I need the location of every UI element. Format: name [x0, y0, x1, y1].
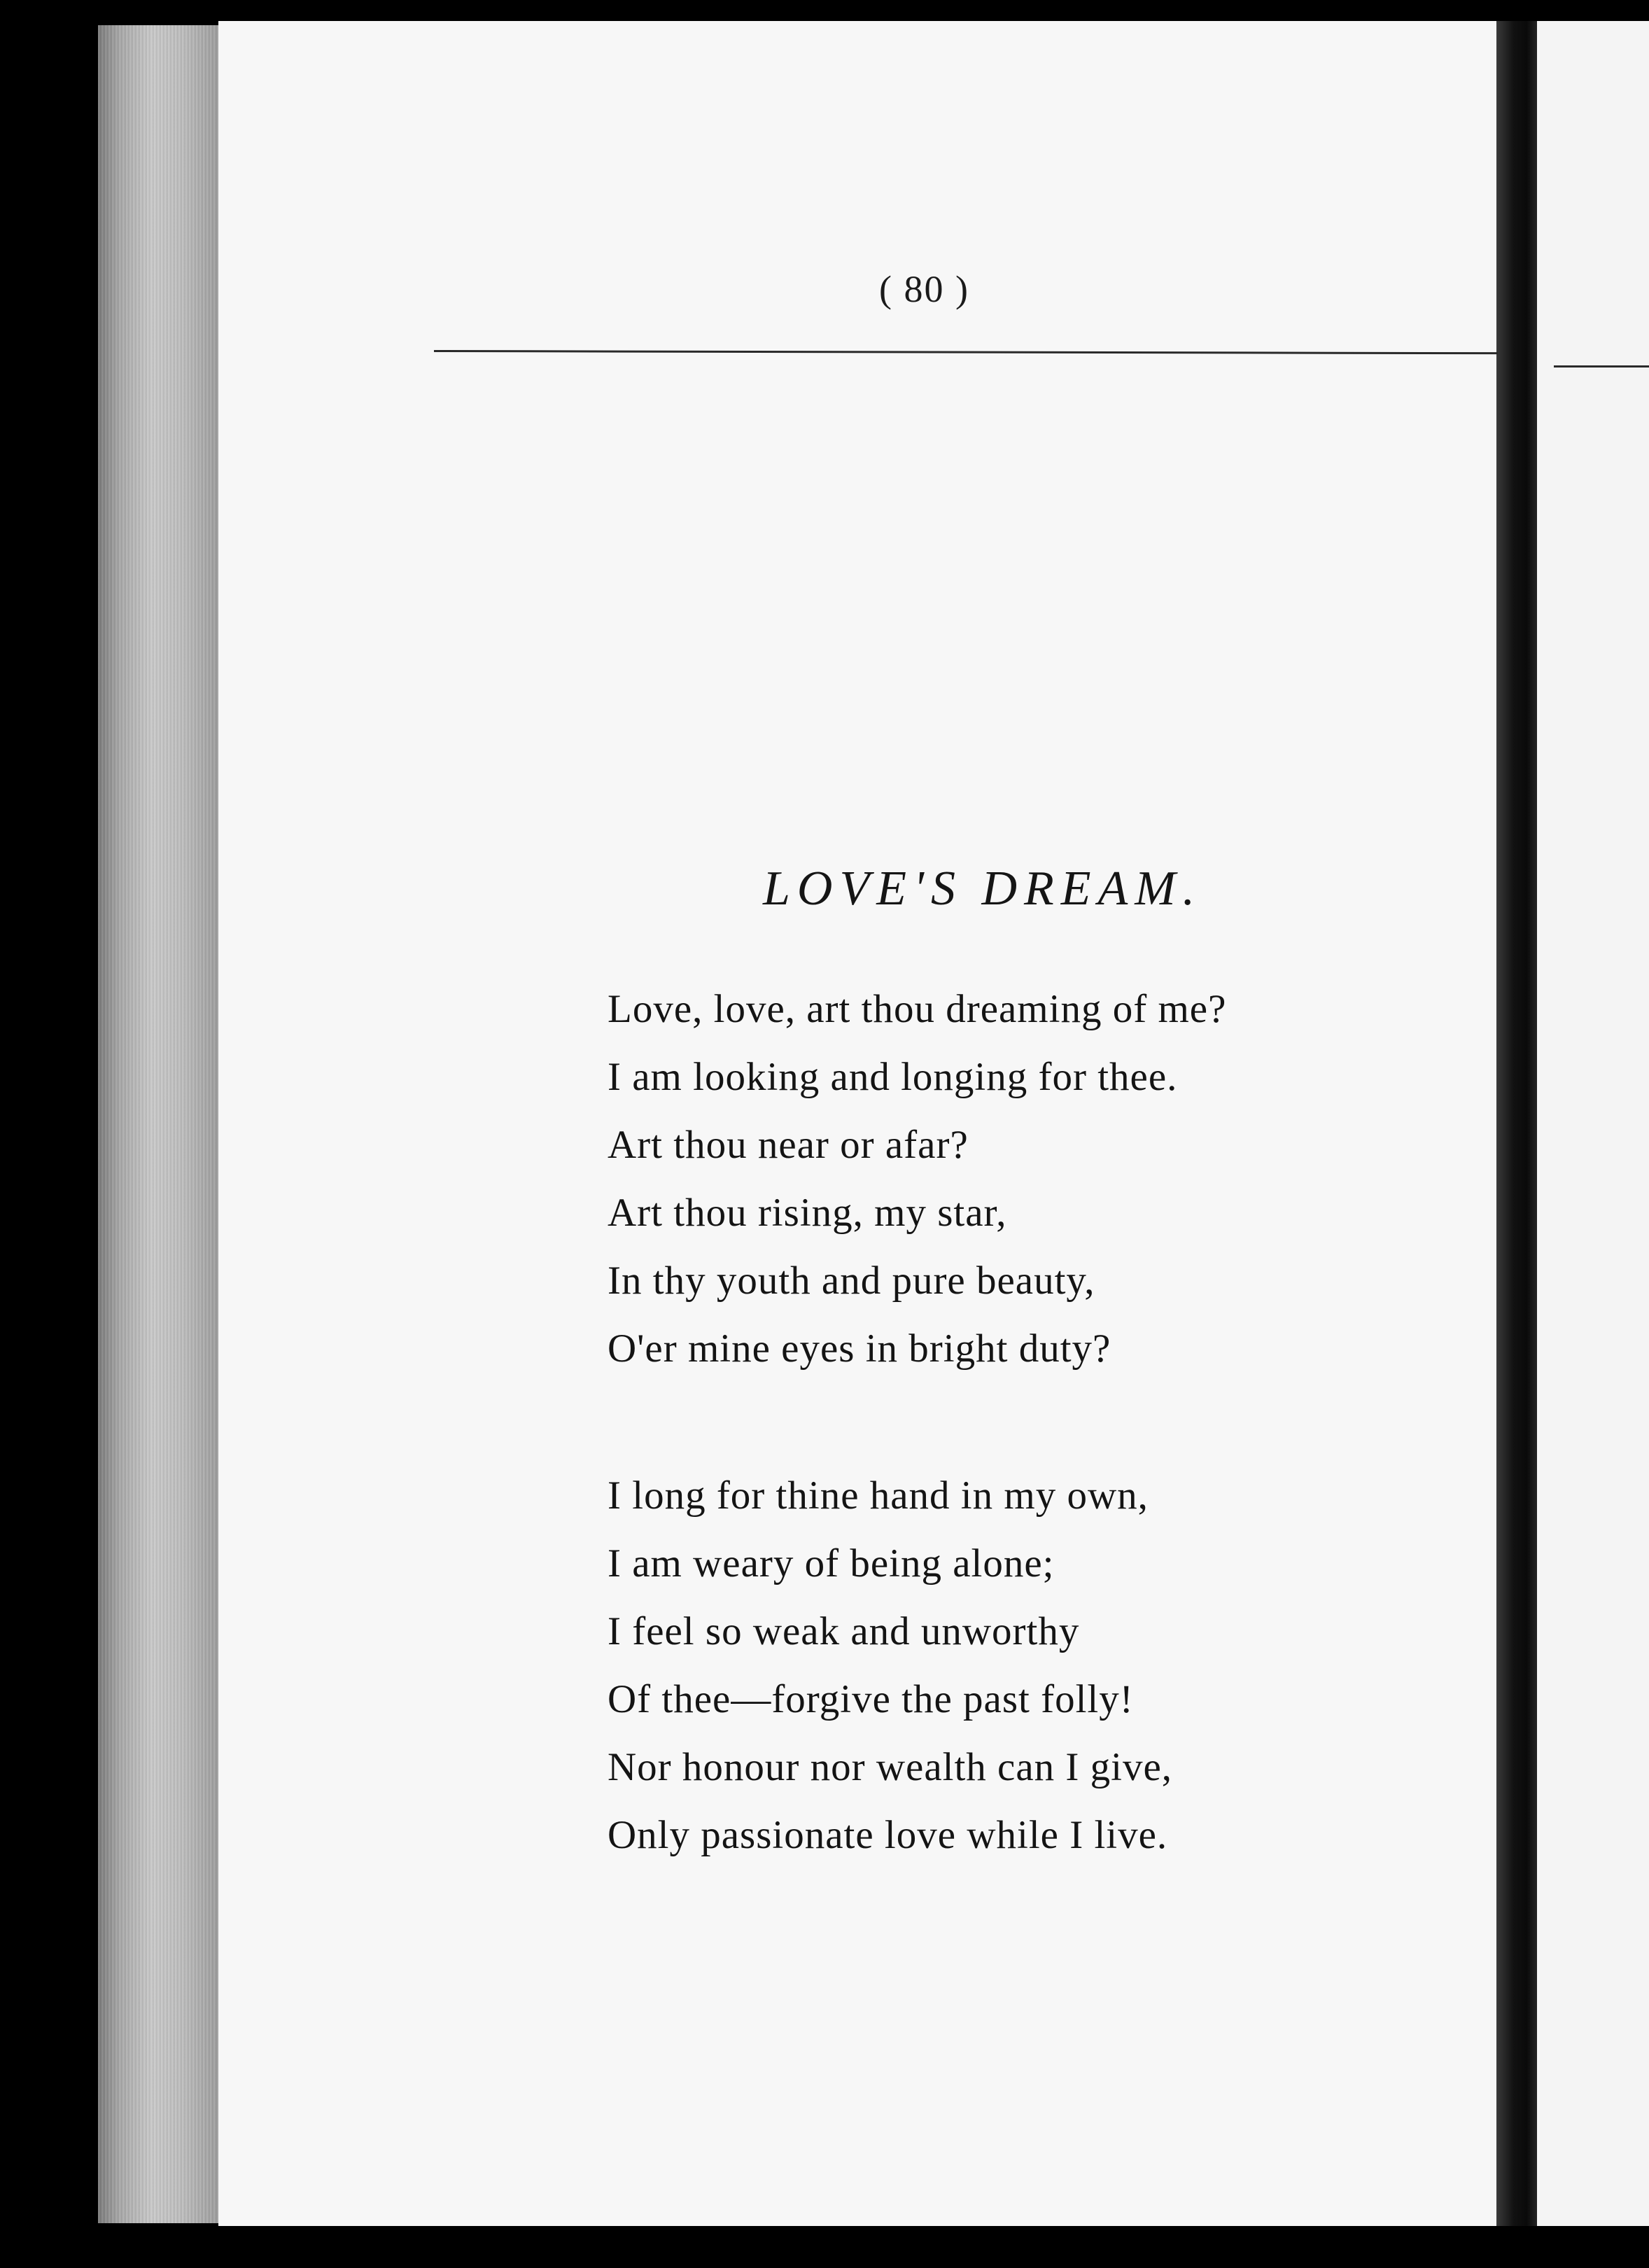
poem-line: I am weary of being alone; [608, 1541, 1055, 1586]
poem-line: Only passionate love while I live. [608, 1813, 1168, 1857]
book-page-edges [98, 25, 218, 2223]
poem-line: I am looking and longing for thee. [608, 1055, 1178, 1099]
poem-line: Art thou rising, my star, [608, 1191, 1007, 1235]
poem-line: O'er mine eyes in bright duty? [608, 1326, 1111, 1371]
facing-page [1537, 21, 1649, 2226]
page-number: ( 80 ) [879, 268, 969, 310]
stanza-2 [608, 1462, 1172, 1869]
poem-line: I feel so weak and unworthy [608, 1609, 1080, 1653]
stanza-1 [608, 975, 1226, 1382]
book-gutter [1496, 21, 1540, 2226]
poem-line: Love, love, art thou dreaming of me? [608, 987, 1227, 1031]
poem-title: LOVE'S DREAM. [763, 862, 1202, 916]
poem-line: I long for thine hand in my own, [608, 1474, 1149, 1518]
facing-page-header-rule [1554, 365, 1649, 368]
poem-line: Art thou near or afar? [608, 1123, 969, 1167]
poem-line: In thy youth and pure beauty, [608, 1259, 1095, 1303]
poem-line: Of thee—forgive the past folly! [608, 1677, 1134, 1721]
poem-line: Nor honour nor wealth can I give, [608, 1745, 1173, 1789]
